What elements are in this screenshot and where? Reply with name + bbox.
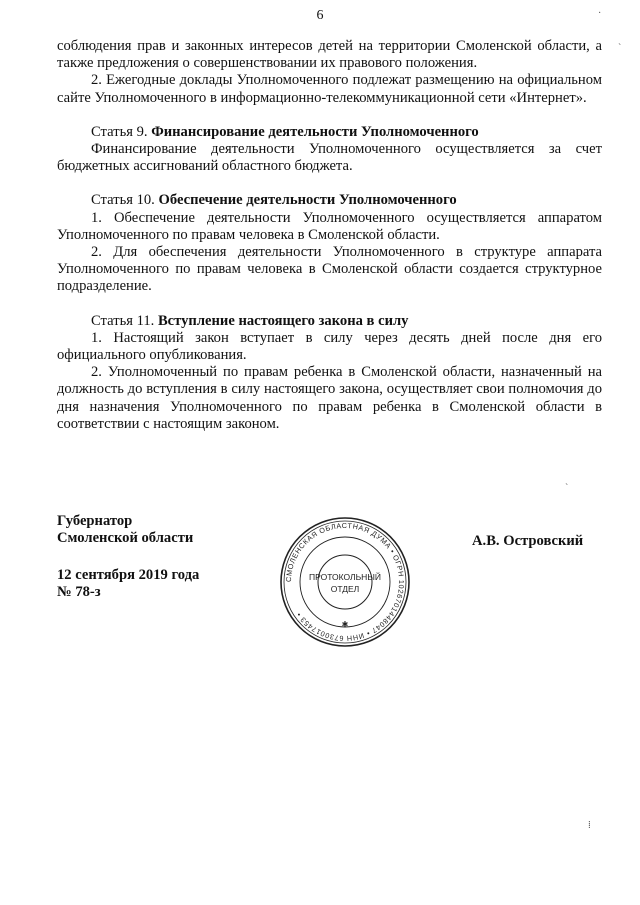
stamp-center-line2: ОТДЕЛ	[330, 584, 360, 594]
paragraph: 2. Для обеспечения деятельности Уполномоченного в структуре аппарата Уполномоченного по правам человека в Смоленской области создается структурное подразделение.	[57, 244, 602, 295]
position-line: Губернатор	[57, 513, 133, 529]
article-heading	[57, 124, 602, 141]
signatory-position	[57, 513, 193, 548]
stamp-star-icon: ✱	[341, 620, 349, 629]
scan-speck: ˴	[565, 478, 569, 489]
position-line: Смоленской области	[57, 530, 194, 547]
law-date: 12 сентября 2019 года	[57, 567, 200, 583]
paragraph: соблюдения прав и законных интересов детей на территории Смоленской области, а также предложения о совершенствовании их правового положения.	[57, 38, 602, 72]
article-label: Статья 9.	[91, 123, 148, 140]
page-number: 6	[316, 8, 324, 23]
official-stamp	[278, 515, 412, 649]
stamp-ring-path: СМОЛЕНСКАЯ ОБЛАСТНАЯ ДУМА • ОГРН 1026701448047 • ИНН 6730017453 •	[283, 520, 407, 644]
paragraph: 2. Ежегодные доклады Уполномоченного подлежат размещению на официальном сайте Уполномоченного в информационно-телекоммуникационной сети «Интернет».	[57, 72, 602, 106]
article-label: Статья 10.	[91, 192, 155, 209]
paragraph: 1. Обеспечение деятельности Уполномоченного осуществляется аппаратом Уполномоченного по правам человека в Смоленской области.	[57, 209, 602, 243]
scan-speck: ˴	[618, 38, 622, 49]
scan-speck: ·	[598, 8, 602, 19]
paragraph: 2. Уполномоченный по правам ребенка в Смоленской области, назначенный на должность до вступления в силу настоящего закона, осуществляет свои полномочия до дня назначения Уполномоченного по правам ребенка в Смоленской области в соответствии с настоящим законом.	[57, 364, 602, 432]
article-title: Вступление настоящего закона в силу	[157, 312, 409, 329]
article-title: Обеспечение деятельности Уполномоченного	[158, 192, 457, 209]
article-heading	[57, 313, 602, 330]
scan-speck: ⁞	[588, 820, 591, 831]
paragraph: Финансирование деятельности Уполномоченного осуществляется за счет бюджетных ассигнований областного бюджета.	[57, 141, 602, 175]
law-number: № 78-з	[57, 584, 101, 601]
paragraph: 1. Настоящий закон вступает в силу через десять дней после дня его официального опубликования.	[57, 329, 602, 364]
document-body	[57, 38, 602, 433]
article-label: Статья 11.	[91, 312, 155, 329]
signatory-name: А.В. Островский	[472, 533, 584, 549]
article-heading	[57, 192, 602, 209]
stamp-center-line1: ПРОТОКОЛЬНЫЙ	[309, 572, 381, 582]
law-date-number	[57, 567, 199, 602]
article-title: Финансирование деятельности Уполномоченного	[151, 123, 479, 140]
